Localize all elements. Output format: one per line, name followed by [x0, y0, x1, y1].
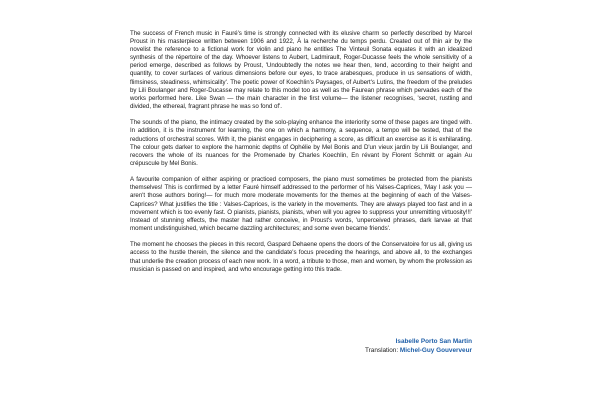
translation-line: [365, 346, 472, 355]
article-body: [130, 30, 472, 282]
translation-label: Translation:: [364, 347, 400, 354]
author-name: Isabelle Porto San Martin: [395, 338, 472, 345]
translator-name: Michel-Guy Gouverveur: [399, 347, 472, 354]
paragraph-1: The success of French music in Fauré's time is strongly connected with its elusive charm so perfectly described by Marcel Proust in his masterpiece written between 1906 and 1922, À la recherche du temps perdu. Created out of thin air by the novelist the reference to a fictional work for violin and piano he entitles The Vinteuil Sonata equates it with an idealized synthesis of the répertoire of the day. Whoever listens to Aubert, Ladmirault, Roger-Ducasse feels the whole sensitivity of a period emerge, described as follows by Proust, 'Undoubtedly the notes we hear then, tend, according to their height and quantity, to cover surfaces of various dimensions before our eyes, to trace arabesques, produce in us sensations of width, flimsiness, steadiness, whimsicality'. The poetic power of Koechlin's Paysages, of Aubert's Lutins, the freedom of the preludes by Lili Boulanger and Roger-Ducasse may relate to this model too as well as the Faurean phrase which pervades each of the works performed here. Like Swan — the main character in the first volume— the listener recognises, 'secret, rustling and divided, the ethereal, fragrant phrase he was so fond of'.: [130, 30, 472, 110]
paragraph-2: The sounds of the piano, the intimacy created by the solo-playing enhance the interiority some of these pages are tinged with. In addition, it is the instrument for learning, the one on which a harmony, a sequence, a tempo will be tested, that of the reductions of orchestral scores. With it, the pianist engages in deciphering a score, as difficult an exercise as it is exhilarating. The colour gets darker to explore the harmonic depths of Ophélie by Mel Bonis and D'un vieux jardin by Lili Boulanger, and recovers the whole of its nuances for the Promenade by Charles Koechlin, En révant by Florent Schmitt or again Au crépuscule by Mel Bonis.: [130, 119, 472, 167]
paragraph-3: A favourite companion of either aspiring or practiced composers, the piano must sometimes be protected from the pianists themselves! This is confirmed by a letter Fauré himself addressed to the performer of his Valses-Caprices, 'May I ask you —aren't those authors boring!— for much more moderate movements for the themes at the beginning of each of the Valses-Caprices? What justifies the title : Valses-Caprices, is the variety in the movements. They are always played too fast and in a movement which is too evenly fast. O pianists, pianists, pianists, when will you agree to suppress your unremitting virtuosity!!!' Instead of stunning effects, the master had rather conceive, in Proust's words, 'unperceived phrases, dark larvae at that moment undistinguished, which became dazzling architectures; and some even became friends'.: [130, 176, 472, 232]
paragraph-4: The moment he chooses the pieces in this record, Gaspard Dehaene opens the doors of the Conservatoire for us all, giving us access to the hustle therein, the silence and the candidate's focus preceding the hearings, and above all, to the exchanges that underlie the creation process of each new work. In a word, a tribute to those, men and women, by whom the profession as musician is passed on and inspired, and who encourage getting into this trade.: [130, 241, 472, 273]
credits-block: [365, 337, 472, 355]
